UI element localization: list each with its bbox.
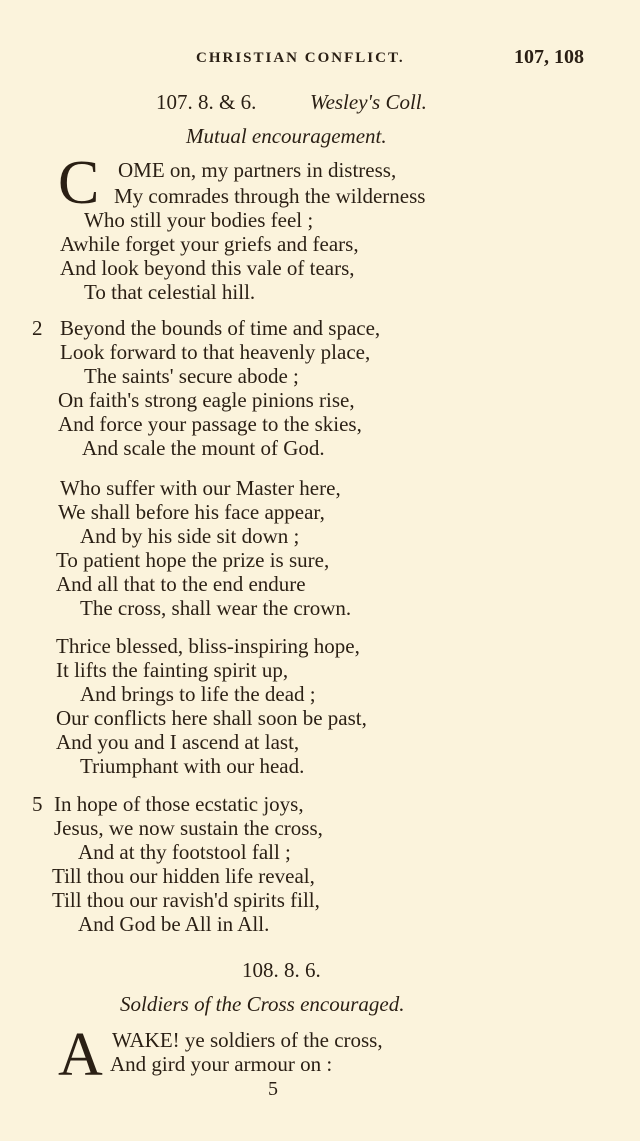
verse-line: Till thou our hidden life reveal, [52,864,315,888]
verse-line: We shall before his face appear, [58,500,325,524]
verse-line: And gird your armour on : [110,1052,333,1076]
verse-line: Triumphant with our head. [80,754,305,778]
verse-line: It lifts the fainting spirit up, [56,658,289,682]
signature-mark: 5 [268,1078,278,1100]
verse-line: To patient hope the prize is sure, [56,548,330,572]
drop-cap: C [58,149,100,217]
verse-line: Thrice blessed, bliss-inspiring hope, [56,634,360,658]
verse-line: Who suffer with our Master here, [60,476,341,500]
verse-line: Jesus, we now sustain the cross, [54,816,323,840]
verse-line: My comrades through the wilderness [114,184,426,208]
verse-line: And by his side sit down ; [80,524,300,548]
drop-cap: A [58,1021,103,1089]
stanza-number: 2 [32,316,43,340]
verse-line: Look forward to that heavenly place, [60,340,371,364]
verse-line: Who still your bodies feel ; [84,208,314,232]
hymn-107-attribution: Wesley's Coll. [310,90,427,114]
verse-line: Our conflicts here shall soon be past, [56,706,367,730]
verse-line: To that celestial hill. [84,280,256,304]
verse-line: Till thou our ravish'd spirits fill, [52,888,320,912]
verse-line: And look beyond this vale of tears, [60,256,355,280]
page-numbers: 107, 108 [514,46,584,68]
verse-line: OME on, my partners in distress, [118,158,397,182]
hymn-108-number-meter: 108. 8. 6. [242,958,321,982]
stanza-number: 5 [32,792,43,816]
verse-line: And God be All in All. [78,912,270,936]
running-head-title: CHRISTIAN CONFLICT. [196,50,405,66]
verse-line: And force your passage to the skies, [58,412,362,436]
verse-line: And at thy footstool fall ; [78,840,291,864]
verse-line: And you and I ascend at last, [56,730,300,754]
verse-line: WAKE! ye soldiers of the cross, [112,1028,383,1052]
verse-line: The cross, shall wear the crown. [80,596,352,620]
hymn-107-subtitle: Mutual encouragement. [186,124,387,148]
hymn-107-number-meter: 107. 8. & 6. [156,90,257,114]
verse-line: Beyond the bounds of time and space, [60,316,381,340]
verse-line: And all that to the end endure [56,572,306,596]
hymn-108-subtitle: Soldiers of the Cross encouraged. [120,992,405,1016]
verse-line: In hope of those ecstatic joys, [54,792,304,816]
verse-line: Awhile forget your griefs and fears, [60,232,359,256]
verse-line: And brings to life the dead ; [80,682,316,706]
verse-line: The saints' secure abode ; [84,364,299,388]
verse-line: And scale the mount of God. [82,436,325,460]
running-head [0,46,640,74]
verse-line: On faith's strong eagle pinions rise, [58,388,355,412]
